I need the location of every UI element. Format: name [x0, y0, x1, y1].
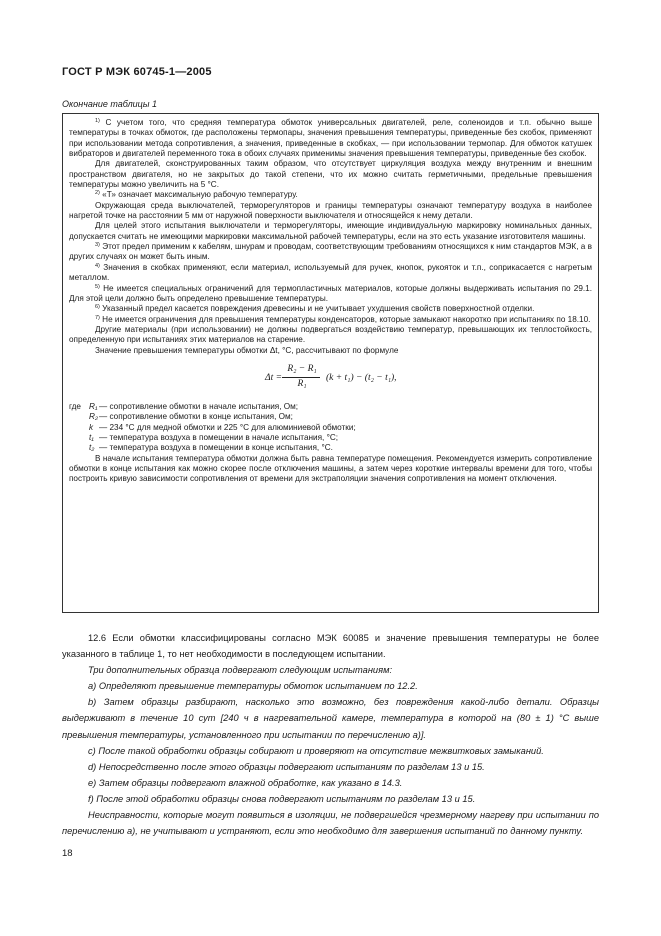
note-6-marker: 6)	[95, 304, 100, 311]
note-6-text: Указанный предел касается повреждения древесины и не учитывает ухудшения свойств поверхностной отделки.	[102, 304, 535, 314]
note-2	[69, 190, 592, 200]
definition-row	[69, 412, 592, 422]
variable-symbol: R₁	[89, 401, 98, 411]
fraction-bar	[282, 377, 320, 378]
where-label: где	[69, 401, 81, 411]
note-4-text: Значения в скобках применяют, если материал, используемый для ручек, кнопок, рукояток и т.п., соприкасается с нагретым металлом.	[69, 262, 592, 283]
note-5	[69, 284, 592, 305]
clause-12-6	[62, 630, 599, 839]
document-header: ГОСТ Р МЭК 60745-1—2005	[62, 66, 212, 78]
note-7-marker: 7)	[95, 314, 100, 321]
variable-definitions	[69, 402, 592, 454]
variable-description: — сопротивление обмотки в конце испытания, Ом;	[99, 412, 293, 422]
note-1-marker: 1)	[95, 118, 100, 124]
variable-description: — 234 °С для медной обмотки и 225 °С для алюминиевой обмотки;	[99, 422, 356, 432]
note-7	[69, 315, 592, 325]
note-2-cont-1: Окружающая среда выключателей, терморегуляторов и границы температуры означают температуру воздуха в наиболее нагретой точке на расстоянии 5 мм от наружной поверхности выключателя и относящейся к нему детали.	[69, 200, 592, 221]
note-1	[69, 118, 592, 159]
note-1-cont: Для двигателей, сконструированных таким образом, что отсутствует циркуляция воздуха между внутренним и внешним пространством двигателя, но не закрытых до такой степени, что их можно считать герметичными, предельные превышения температуры можно увеличить на 5 °С.	[69, 159, 592, 190]
variable-description: — сопротивление обмотки в начале испытания, Ом;	[99, 401, 299, 411]
variable-description: — температура воздуха в помещении в начале испытания, °С;	[99, 432, 339, 442]
note-7-cont: Другие материалы (при использовании) не должны подвергаться воздействию температур, превышающих их теплостойкость, определенную при испытаниях этих материалов на старение.	[69, 324, 592, 345]
variable-symbol: k	[89, 422, 94, 432]
note-3-text: Этот предел применим к кабелям, шнурам и проводам, соответствующим требованиям относящихся к ним стандартов МЭК, а в других случаях он может быть иным.	[69, 242, 592, 262]
variable-symbol: R₂	[89, 412, 99, 422]
note-6	[69, 304, 592, 314]
definition-row	[69, 443, 592, 453]
definition-row	[69, 402, 592, 412]
clause-paragraph: 12.6 Если обмотки классифицированы согласно МЭК 60085 и значение превышения температуры не более указанного в таблице 1, то нет необходимости в последующем испытании.	[62, 633, 599, 660]
note-2-cont-2: Для целей этого испытания выключатели и терморегуляторы, имеющие индивидуальную маркировку номинальных данных, допускается считать не имеющими маркировки максимальной рабочей температуры, если на это есть указание изготовителя машины.	[69, 221, 592, 241]
page-number: 18	[62, 848, 73, 859]
note-5-marker: 5)	[95, 283, 100, 290]
note-4-marker: 4)	[95, 262, 100, 269]
list-item-f: f) После этой обработки образцы снова подвергают испытаниям по разделам 13 и 15.	[88, 793, 476, 804]
variable-symbol: t₂	[89, 443, 95, 453]
temperature-rise-formula	[69, 360, 592, 400]
note-2-marker: 2)	[95, 190, 100, 197]
clause-paragraph: Три дополнительных образца подвергают следующим испытаниям:	[88, 665, 393, 676]
list-item-e: e) Затем образцы подвергают влажной обработке, как указано в 14.3.	[88, 777, 403, 788]
note-3-marker: 3)	[95, 242, 100, 249]
list-item-d: d) Непосредственно после этого образцы подвергают испытаниям по разделам 13 и 15.	[88, 761, 485, 772]
formula-lhs: Δt =	[265, 372, 283, 383]
variable-description: — температура воздуха в помещении в конце испытания, °С.	[99, 443, 333, 453]
formula-denominator: R₁	[297, 378, 307, 389]
measurement-recommendation: В начале испытания температура обмотки должна быть равна температуре помещения. Рекомендуется измерить сопротивление обмотки в конце испытания как можно скорее после отключения машины, а затем через короткие интервалы времени для того, чтобы построить кривую зависимости сопротивления от времени для экстраполяции значения сопротивления на момент отключения.	[69, 453, 592, 484]
list-item-a: a) Определяют превышение температуры обмоток испытанием по 12.2.	[88, 681, 418, 692]
note-4	[69, 263, 592, 284]
formula-rhs: (k + t₁) − (t₂ − t₁),	[326, 372, 397, 383]
definition-row	[69, 433, 592, 443]
note-1-text: С учетом того, что средняя температура обмоток универсальных двигателей, реле, соленоидов и т.п. обычно выше температуры в точках обмоток, где расположены термопары, значения превышения температуры, приведенные без скобок, применяют при использовании метода сопротивления, а значения, приведенные в скобках, — при использовании термопар. Для обмоток катушек вибраторов и двигателей переменного тока в обоих случаях применимы значения превышения температуры, приведенные без скобок.	[69, 118, 593, 159]
note-3	[69, 242, 592, 263]
formula-intro: Значение превышения температуры обмотки Δt, °С, рассчитывают по формуле	[95, 345, 399, 355]
formula-numerator: R₂ − R₁	[287, 363, 317, 374]
variable-symbol: t₁	[89, 432, 94, 442]
note-2-text: «Т» означает максимальную рабочую температуру.	[102, 190, 298, 200]
table-caption: Окончание таблицы 1	[62, 99, 157, 109]
table-notes-box	[62, 113, 599, 613]
note-7-text: Не имеется ограничения для превышения температуры конденсаторов, которые замыкают накоротко при испытаниях по 18.10.	[102, 314, 591, 324]
definition-row	[69, 423, 592, 433]
list-item-c: c) После такой обработки образцы собирают и проверяют на отсутствие межвитковых замыканий.	[88, 745, 544, 756]
clause-paragraph: Неисправности, которые могут появиться в изоляции, не подвергшейся чрезмерному нагреву при испытании по перечислению a), не учитывают и устраняют, если это необходимо для завершения испытаний по данному пункту.	[62, 810, 599, 837]
list-item-b: b) Затем образцы разбирают, насколько это возможно, без повреждения какой-либо детали. Образцы выдерживают в течение 10 сут [240 ч в нагревательной камере, температура в которой на (80 ± 1) °С выше превышения температуры, установленного при испытании по перечислению a)].	[62, 697, 599, 740]
note-5-text: Не имеется специальных ограничений для термопластичных материалов, которые должны выдерживать испытания по 29.1. Для этой цели должно быть определено превышение температуры.	[69, 283, 593, 303]
